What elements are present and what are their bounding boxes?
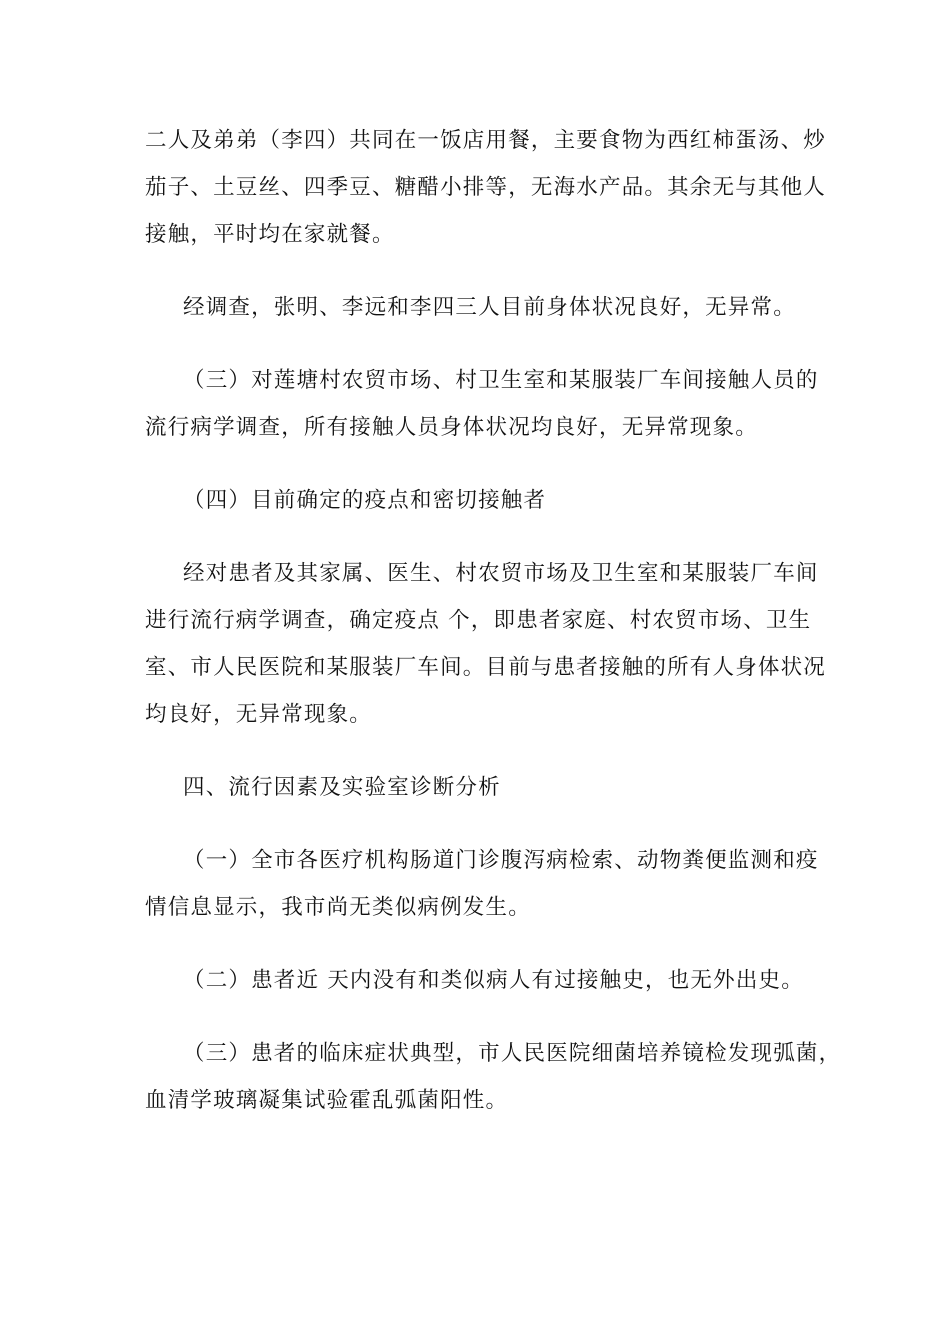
paragraph-contact-survey	[145, 357, 819, 451]
text-line: 二人及弟弟（李四）共同在一饭店用餐，主要食物为西红柿蛋汤、炒	[145, 128, 827, 153]
paragraph-investigation-result	[145, 284, 807, 331]
text-line: （三）对莲塘村农贸市场、村卫生室和某服装厂车间接触人员的	[183, 368, 819, 393]
text-line: 进行流行病学调查，确定疫点 个，即患者家庭、村农贸市场、卫生	[145, 608, 812, 633]
text-line: 接触，平时均在家就餐。	[145, 222, 395, 247]
document-body	[145, 117, 842, 1150]
text-line: 茄子、土豆丝、四季豆、糖醋小排等，无海水产品。其余无与其他人	[145, 175, 827, 200]
text-line: 血清学玻璃凝集试验霍乱弧菌阳性。	[145, 1088, 509, 1113]
text-line: （三）患者的临床症状典型，市人民医院细菌培养镜检发现弧菌，	[183, 1041, 842, 1066]
text-line: 室、市人民医院和某服装厂车间。目前与患者接触的所有人身体状况	[145, 655, 827, 680]
section-heading-epidemic-points	[145, 477, 807, 524]
paragraph-exposure-history	[145, 957, 807, 1004]
text-line: （四）目前确定的疫点和密切接触者	[183, 488, 547, 513]
text-line: 四、流行因素及实验室诊断分析	[183, 775, 501, 800]
text-line: （二）患者近 天内没有和类似病人有过接触史，也无外出史。	[183, 968, 804, 993]
text-line: 情信息显示，我市尚无类似病例发生。	[145, 895, 531, 920]
paragraph-lab-diagnosis	[145, 1030, 842, 1124]
paragraph-epidemic-points	[145, 550, 827, 738]
paragraph-surveillance	[145, 837, 819, 931]
text-line: （一）全市各医疗机构肠道门诊腹泻病检索、动物粪便监测和疫	[183, 848, 819, 873]
text-line: 均良好，无异常现象。	[145, 702, 373, 727]
section-heading-analysis	[145, 764, 807, 811]
text-line: 流行病学调查，所有接触人员身体状况均良好，无异常现象。	[145, 415, 758, 440]
paragraph-meal-details	[145, 117, 827, 258]
text-line: 经调查，张明、李远和李四三人目前身体状况良好，无异常。	[183, 295, 796, 320]
text-line: 经对患者及其家属、医生、村农贸市场及卫生室和某服装厂车间	[183, 561, 819, 586]
